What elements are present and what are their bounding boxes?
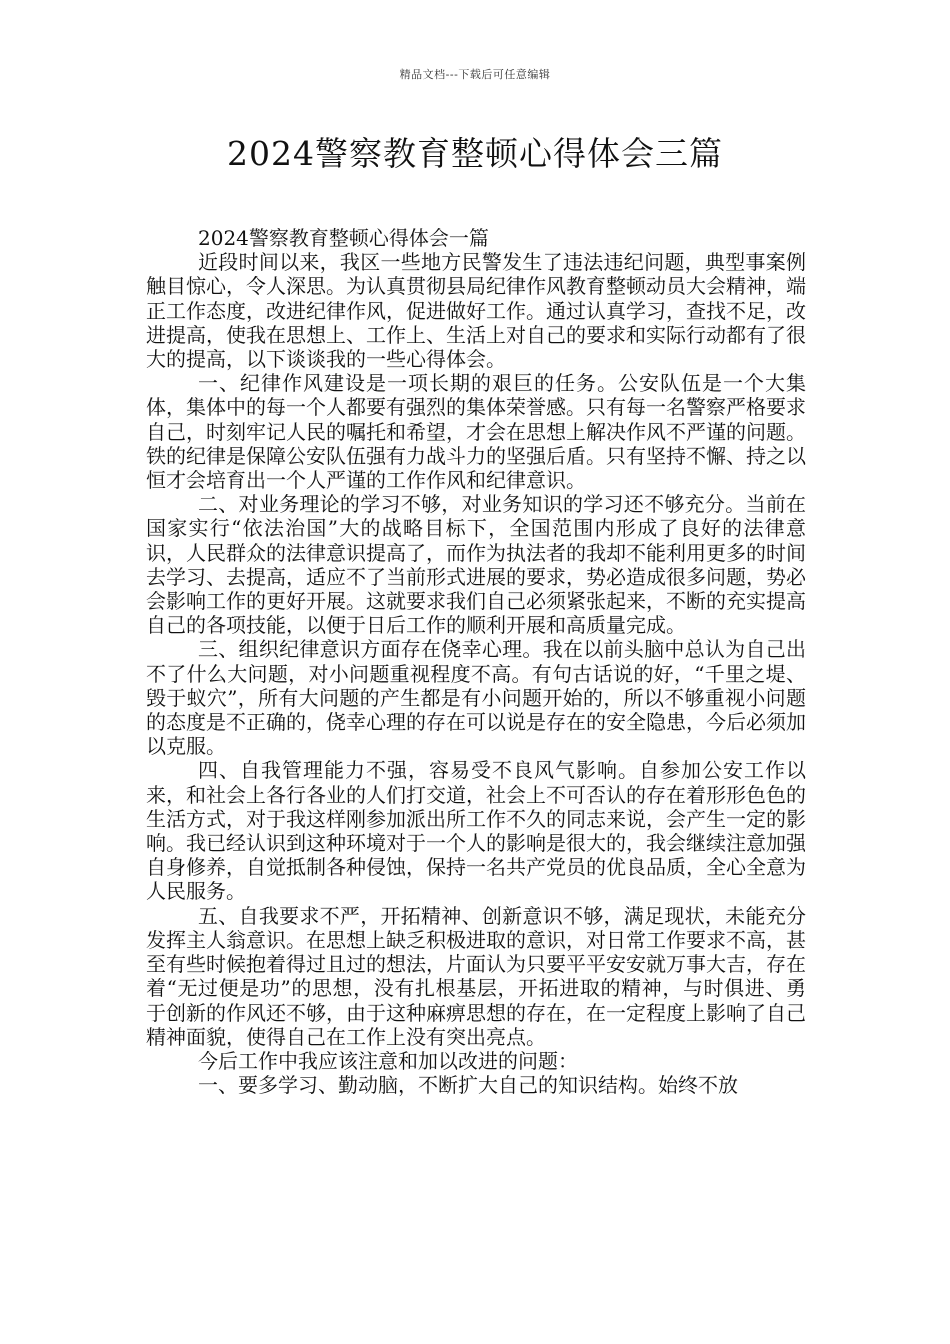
- document-body: [146, 226, 806, 1097]
- paragraph-point-3: 三、组织纪律意识方面存在侥幸心理。我在以前头脑中总认为自己出不了什么大问题，对小问题重视程度不高。有句古话说的好，“千里之堤、毁于蚁穴”，所有大问题的产生都是有小问题开始的，所以不够重视小问题的态度是不正确的，侥幸心理的存在可以说是存在的安全隐患，今后必须加以克服。: [146, 637, 806, 759]
- paragraph-intro: 近段时间以来，我区一些地方民警发生了违法违纪问题，典型事案例触目惊心，令人深思。为认真贯彻县局纪律作风教育整顿动员大会精神，端正工作态度，改进纪律作风，促进做好工作。通过认真学习，查找不足，改进提高，使我在思想上、工作上、生活上对自己的要求和实际行动都有了很大的提高，以下谈谈我的一些心得体会。: [146, 250, 806, 372]
- document-title: 2024警察教育整顿心得体会三篇: [227, 134, 723, 173]
- paragraph-improvements-heading: 今后工作中我应该注意和加以改进的问题：: [198, 1048, 578, 1073]
- paragraph-point-2: 二、对业务理论的学习不够，对业务知识的学习还不够充分。当前在国家实行“依法治国”大的战略目标下，全国范围内形成了良好的法律意识，人民群众的法律意识提高了，而作为执法者的我却不能利用更多的时间去学习、去提高，适应不了当前形式进展的要求，势必造成很多问题，势必会影响工作的更好开展。这就要求我们自己必须紧张起来，不断的充实提高自己的各项技能，以便于日后工作的顺利开展和高质量完成。: [146, 492, 806, 638]
- paragraph-point-5: 五、自我要求不严，开拓精神、创新意识不够，满足现状，未能充分发挥主人翁意识。在思想上缺乏积极进取的意识，对日常工作要求不高，甚至有些时候抱着得过且过的想法，片面认为只要平平安安就万事大吉，存在着“无过便是功”的思想，没有扎根基层，开拓进取的精神，与时俱进、勇于创新的作风还不够，由于这种麻痹思想的存在，在一定程度上影响了自己精神面貌，使得自己在工作上没有突出亮点。: [146, 903, 806, 1049]
- paragraph-point-1: 一、纪律作风建设是一项长期的艰巨的任务。公安队伍是一个大集体，集体中的每一个人都要有强烈的集体荣誉感。只有每一名警察严格要求自己，时刻牢记人民的嘱托和希望，才会在思想上解决作风不严谨的问题。铁的纪律是保障公安队伍强有力战斗力的坚强后盾。只有坚持不懈、持之以恒才会培育出一个人严谨的工作作风和纪律意识。: [146, 371, 806, 493]
- paragraph-point-4: 四、自我管理能力不强，容易受不良风气影响。自参加公安工作以来，和社会上各行各业的人们打交道，社会上不可否认的存在着形形色色的生活方式，对于我这样刚参加派出所工作不久的同志来说，会产生一定的影响。我已经认识到这种环境对于一个人的影响是很大的，我会继续注意加强自身修养，自觉抵制各种侵蚀，保持一名共产党员的优良品质，全心全意为人民服务。: [146, 758, 806, 904]
- paragraph-improvement-1: 一、要多学习、勤动脑，不断扩大自己的知识结构。始终不放: [198, 1073, 738, 1098]
- section-subtitle: 2024警察教育整顿心得体会一篇: [198, 226, 489, 250]
- header-note: 精品文档---下载后可任意编辑: [399, 68, 551, 81]
